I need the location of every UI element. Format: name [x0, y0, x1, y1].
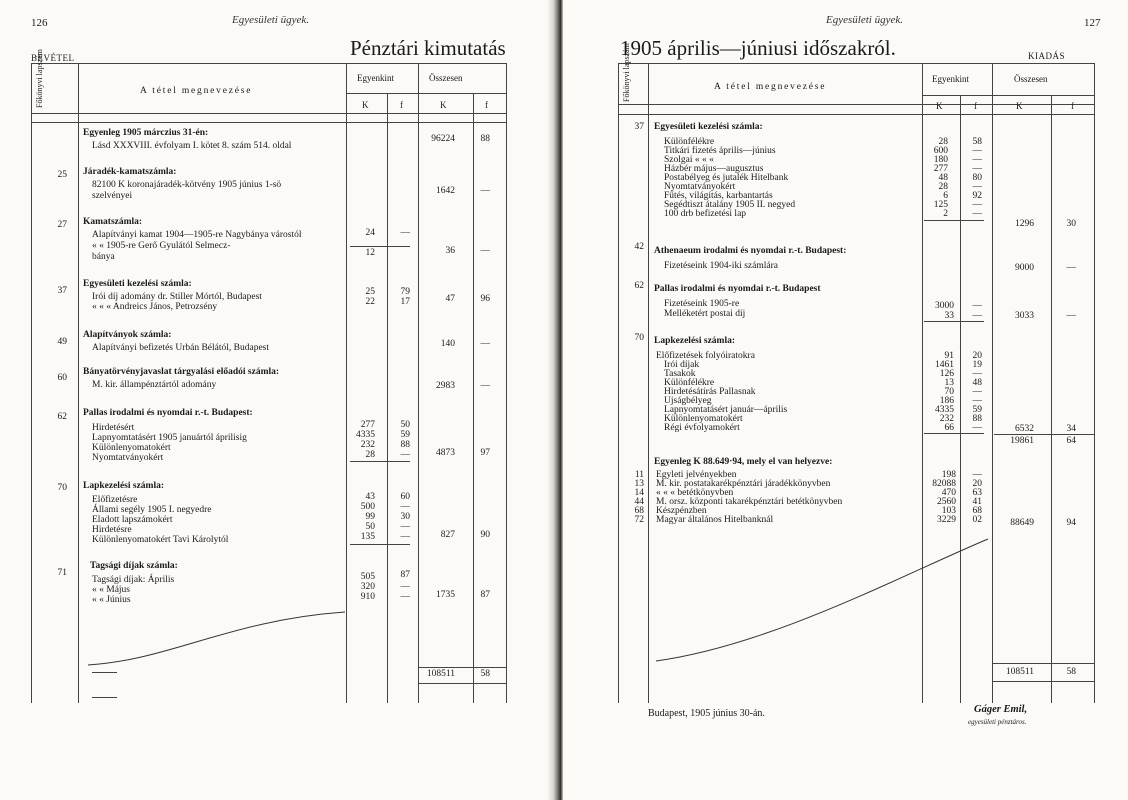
ref-number: 60	[57, 373, 67, 383]
each-f: —	[972, 301, 982, 311]
each-k: 22	[365, 297, 375, 307]
total-f: 30	[1066, 219, 1076, 229]
each-k: 50	[365, 522, 375, 532]
entry-heading: Kamatszámla:	[83, 217, 143, 227]
total-f: —	[480, 186, 490, 196]
total-k: 2983	[436, 381, 455, 391]
each-k: 13	[944, 378, 954, 388]
each-k: 3000	[935, 301, 954, 311]
each-f: —	[972, 209, 982, 219]
grand-total-k: 108511	[1005, 667, 1034, 677]
entry-line: Különfélékre	[664, 137, 715, 147]
entry-line: Fűtés, világítás, karbantartás	[664, 191, 773, 201]
each-f: 88	[972, 414, 982, 424]
each-k: 6	[943, 191, 948, 201]
each-k: 1461	[935, 360, 954, 370]
subtotal-f: 64	[1066, 436, 1076, 446]
entry-line: Segédtiszt átalány 1905 II. negyed	[664, 200, 796, 210]
each-k: 198	[941, 470, 956, 480]
entry-line: Eladott lapszámokért	[92, 515, 173, 525]
entry-heading: Bányatörvényjavaslat tárgyalási előadói számla:	[83, 367, 280, 377]
ref-number: 27	[57, 220, 67, 230]
entry-line: Fizetéseink 1905-re	[664, 299, 740, 309]
ref-number: 70	[634, 333, 644, 343]
total-k: 1642	[436, 186, 455, 196]
total-k: 1735	[436, 590, 455, 600]
entry-line: Különlenyomatokért	[664, 414, 743, 424]
each-k: 505	[360, 572, 375, 582]
each-f: 80	[972, 173, 982, 183]
entry-line: Hirdetésért	[92, 423, 135, 433]
entry-line: szelvényei	[92, 191, 133, 201]
page-number-left: 126	[31, 17, 48, 29]
total-f: —	[480, 246, 490, 256]
place-date: Budapest, 1905 június 30-án.	[648, 708, 765, 719]
total-f: —	[480, 339, 490, 349]
each-f: —	[400, 582, 410, 592]
entry-line: Magyar általános Hitelbanknál	[656, 515, 774, 525]
ref-number: 44	[634, 497, 644, 507]
col-total-header: Összesen	[1014, 74, 1048, 84]
entry-line: Lapnyomtatásért 1905 januártól áprilisig	[92, 433, 247, 443]
closing-stroke	[80, 610, 350, 670]
entry-line: bánya	[92, 252, 115, 262]
col-each-header: Egyenkint	[932, 74, 969, 84]
each-k: 126	[939, 369, 954, 379]
col-total-f: f	[1071, 101, 1074, 111]
total-k: 1296	[1015, 219, 1034, 229]
each-k: 28	[938, 182, 948, 192]
entry-heading: Egyesületi kezelési számla:	[654, 122, 763, 132]
each-f: 63	[972, 488, 982, 498]
page-number-right: 127	[1084, 17, 1101, 29]
entry-line: Irói díj adomány dr. Stiller Mórtól, Budapest	[92, 292, 262, 302]
total-f: —	[1066, 263, 1076, 273]
ref-number: 42	[634, 242, 644, 252]
each-f: —	[972, 396, 982, 406]
each-k: 180	[933, 155, 948, 165]
each-k: 910	[360, 592, 375, 602]
each-f: —	[972, 470, 982, 480]
entry-line: M. kir. postatakarékpénztári járadékkönyvben	[656, 479, 831, 489]
each-f: —	[400, 228, 410, 238]
total-k: 3033	[1015, 311, 1034, 321]
each-k: 103	[941, 506, 956, 516]
each-k: 186	[939, 396, 954, 406]
running-head-left: Egyesületi ügyek.	[232, 14, 309, 26]
ref-number: 62	[634, 281, 644, 291]
each-k: 320	[360, 582, 375, 592]
entry-heading: Egyenleg K 88.649·94, mely el van helyezve:	[654, 457, 833, 467]
entry-heading: Egyesületi kezelési számla:	[83, 279, 192, 289]
each-k: 66	[944, 423, 954, 433]
total-k: 96224	[431, 134, 455, 144]
entry-line: Tasakok	[664, 369, 696, 379]
each-f: 50	[400, 420, 410, 430]
section-label-income: BEVÉTEL	[31, 53, 75, 63]
each-f: 59	[972, 405, 982, 415]
total-k: 36	[445, 246, 455, 256]
entry-line: Titkári fizetés április—június	[664, 146, 776, 156]
entry-line: Különlenyomatokért	[92, 443, 171, 453]
section-label-expense: KIADÁS	[1028, 51, 1066, 61]
col-total-header: Összesen	[429, 73, 463, 83]
col-item-header: A tétel megnevezése	[714, 82, 827, 92]
each-f: 19	[972, 360, 982, 370]
entry-line: Alapítványi befizetés Urbán Bélától, Budapest	[92, 343, 270, 353]
total-f: —	[1066, 311, 1076, 321]
title-right: 1905 április—júniusi időszakról.	[620, 36, 896, 60]
each-k: 3229	[937, 515, 956, 525]
grand-total-f: 58	[480, 669, 490, 679]
closing-stroke	[652, 535, 992, 665]
each-k: 232	[939, 414, 954, 424]
ref-number: 68	[634, 506, 644, 516]
each-k: 2	[943, 209, 948, 219]
ref-number: 14	[634, 488, 644, 498]
total-f: —	[480, 381, 490, 391]
each-k: 24	[365, 228, 375, 238]
each-f: 59	[400, 430, 410, 440]
each-k: 500	[360, 502, 375, 512]
entry-heading: Pallas irodalmi és nyomdai r.-t. Budapest:	[83, 408, 253, 418]
ref-number: 62	[57, 412, 67, 422]
entry-line: Házbér május—augusztus	[664, 164, 764, 174]
signature-name: Gáger Emil,	[974, 704, 1028, 715]
each-f: —	[972, 182, 982, 192]
ref-number: 49	[57, 337, 67, 347]
entry-line: M. kir. állampénztártól adomány	[92, 380, 217, 390]
entry-heading: Alapítványok számla:	[83, 330, 172, 340]
each-k: 232	[360, 440, 375, 450]
each-k: 99	[365, 512, 375, 522]
total-f: 96	[480, 294, 490, 304]
entry-line: M. orsz. központi takarékpénztári betétkönyvben	[656, 497, 843, 507]
each-f: 88	[400, 440, 410, 450]
entry-heading: Lapkezelési számla:	[654, 336, 736, 346]
entry-line: Egyleti jelvényekben	[656, 470, 737, 480]
col-total-k: K	[1016, 101, 1023, 111]
running-head-right: Egyesületi ügyek.	[826, 14, 903, 26]
each-k: 48	[938, 173, 948, 183]
each-k: 70	[944, 387, 954, 397]
entry-heading: Lapkezelési számla:	[83, 481, 165, 491]
ref-number: 25	[57, 170, 67, 180]
each-f: 30	[400, 512, 410, 522]
each-f: —	[400, 502, 410, 512]
col-item-header: A tétel megnevezése	[140, 86, 253, 96]
each-k: 43	[365, 492, 375, 502]
entry-line: Hirdetésátírás Pallasnak	[664, 387, 756, 397]
each-f: —	[972, 200, 982, 210]
total-k: 9000	[1015, 263, 1034, 273]
each-f: 92	[972, 191, 982, 201]
entry-line: Fizetéseink 1904-iki számlára	[664, 261, 778, 271]
each-f: 58	[972, 137, 982, 147]
each-f: 48	[972, 378, 982, 388]
each-k: 12	[365, 248, 375, 258]
subtotal-k: 19861	[1010, 436, 1034, 446]
each-k: 470	[941, 488, 956, 498]
ref-number: 37	[57, 286, 67, 296]
total-f: 88	[480, 134, 490, 144]
each-f: 02	[972, 515, 982, 525]
ref-number: 11	[634, 470, 644, 480]
entry-line: Ujságbélyeg	[664, 396, 712, 406]
entry-line: Különfélékre	[664, 378, 715, 388]
each-f: —	[400, 592, 410, 602]
each-f: —	[972, 387, 982, 397]
each-f: 60	[400, 492, 410, 502]
col-each-header: Egyenkint	[357, 73, 394, 83]
entry-heading: Pallas irodalmi és nyomdai r.-t. Budapest	[654, 284, 821, 294]
title-left: Pénztári kimutatás	[350, 36, 506, 60]
each-k: 4335	[935, 405, 954, 415]
each-f: —	[972, 311, 982, 321]
col-each-f: f	[400, 100, 403, 110]
entry-heading: Athenaeum irodalmi és nyomdai r.-t. Budapest:	[654, 246, 847, 256]
each-f: 17	[400, 297, 410, 307]
each-f: —	[972, 423, 982, 433]
ref-number: 70	[57, 483, 67, 493]
col-each-k: K	[936, 101, 943, 111]
each-k: 600	[933, 146, 948, 156]
entry-heading: Egyenleg 1905 márczius 31-én:	[83, 128, 209, 138]
col-total-f: f	[485, 100, 488, 110]
grand-total-k: 108511	[426, 669, 455, 679]
entry-line: Hirdetésre	[92, 525, 132, 535]
each-k: 28	[365, 450, 375, 460]
entry-line: Tagsági díjak: Április	[92, 575, 175, 585]
each-f: —	[972, 164, 982, 174]
total-f: 97	[480, 448, 490, 458]
each-k: 125	[933, 200, 948, 210]
each-f: 68	[972, 506, 982, 516]
entry-line: « « « Andreics János, Petrozsény	[92, 302, 218, 312]
each-f: 20	[972, 479, 982, 489]
ref-number: 13	[634, 479, 644, 489]
col-each-f: f	[974, 101, 977, 111]
entry-line: Melléketért postai díj	[664, 309, 746, 319]
each-k: 28	[938, 137, 948, 147]
entry-line: « « Május	[92, 585, 130, 595]
entry-line: 82100 K koronajáradék-kötvény 1905 június 1-sö	[92, 180, 282, 190]
entry-line: « « « betétkönyvben	[656, 488, 734, 498]
each-f: —	[400, 450, 410, 460]
entry-line: « « Június	[92, 595, 131, 605]
total-f: 94	[1066, 518, 1076, 528]
total-f: 34	[1066, 424, 1076, 434]
book-spine	[547, 0, 563, 800]
signature-role: egyesületi pénztáros.	[968, 718, 1027, 726]
entry-line: 100 drb befizetési lap	[664, 209, 747, 219]
each-f: —	[400, 532, 410, 542]
entry-line: Nyomtatványokért	[664, 182, 736, 192]
each-k: 33	[944, 311, 954, 321]
total-k: 140	[440, 339, 455, 349]
each-f: —	[972, 369, 982, 379]
each-k: 25	[365, 287, 375, 297]
entry-line: Alapítványi kamat 1904—1905-re Nagybánya várostól	[92, 230, 302, 240]
entry-line: Irói díjak	[664, 360, 700, 370]
each-k: 2560	[937, 497, 956, 507]
total-k: 4873	[436, 448, 455, 458]
col-ref-header: Főkönyvi lapszám	[35, 49, 44, 108]
ref-number: 72	[634, 515, 644, 525]
entry-line: Régi évfolyamokért	[664, 423, 740, 433]
each-k: 82088	[932, 479, 956, 489]
total-k: 6532	[1015, 424, 1034, 434]
total-k: 827	[440, 530, 455, 540]
col-each-k: K	[362, 100, 369, 110]
total-k: 47	[445, 294, 455, 304]
each-f: 87	[400, 570, 410, 580]
entry-line: Lapnyomtatásért január—április	[664, 405, 788, 415]
entry-line: Állami segély 1905 I. negyedre	[92, 505, 212, 515]
each-f: 79	[400, 287, 410, 297]
each-f: —	[972, 155, 982, 165]
entry-line: Lásd XXXVIII. évfolyam I. kötet 8. szám 514. oldal	[92, 141, 292, 151]
ref-number: 37	[634, 122, 644, 132]
total-f: 87	[480, 590, 490, 600]
each-k: 91	[944, 351, 954, 361]
entry-line: Előfizetésre	[92, 495, 138, 505]
each-k: 4335	[356, 430, 375, 440]
entry-line: Előfizetések folyóiratokra	[656, 351, 755, 361]
entry-heading: Tagsági díjak számla:	[90, 561, 178, 571]
right-page	[564, 0, 1128, 800]
each-f: —	[400, 522, 410, 532]
entry-line: « « 1905-re Gerő Gyulától Selmecz-	[92, 241, 231, 251]
entry-line: Készpénzben	[656, 506, 707, 516]
entry-line: Különlenyomatokért Tavi Károlytól	[92, 535, 229, 545]
each-k: 277	[933, 164, 948, 174]
total-k: 88649	[1010, 518, 1034, 528]
entry-line: Nyomtatványokért	[92, 453, 164, 463]
each-k: 277	[360, 420, 375, 430]
entry-line: Szolgai « « «	[664, 155, 714, 165]
grand-total-f: 58	[1066, 667, 1076, 677]
each-f: 20	[972, 351, 982, 361]
entry-line: Postabélyeg és jutalék Hitelbank	[664, 173, 789, 183]
each-k: 135	[360, 532, 375, 542]
entry-heading: Járadék-kamatszámla:	[83, 167, 177, 177]
each-f: —	[972, 146, 982, 156]
ref-number: 71	[57, 568, 67, 578]
total-f: 90	[480, 530, 490, 540]
col-total-k: K	[440, 100, 447, 110]
each-f: 41	[972, 497, 982, 507]
col-ref-header: Főkönyvi lapszám	[622, 43, 631, 102]
